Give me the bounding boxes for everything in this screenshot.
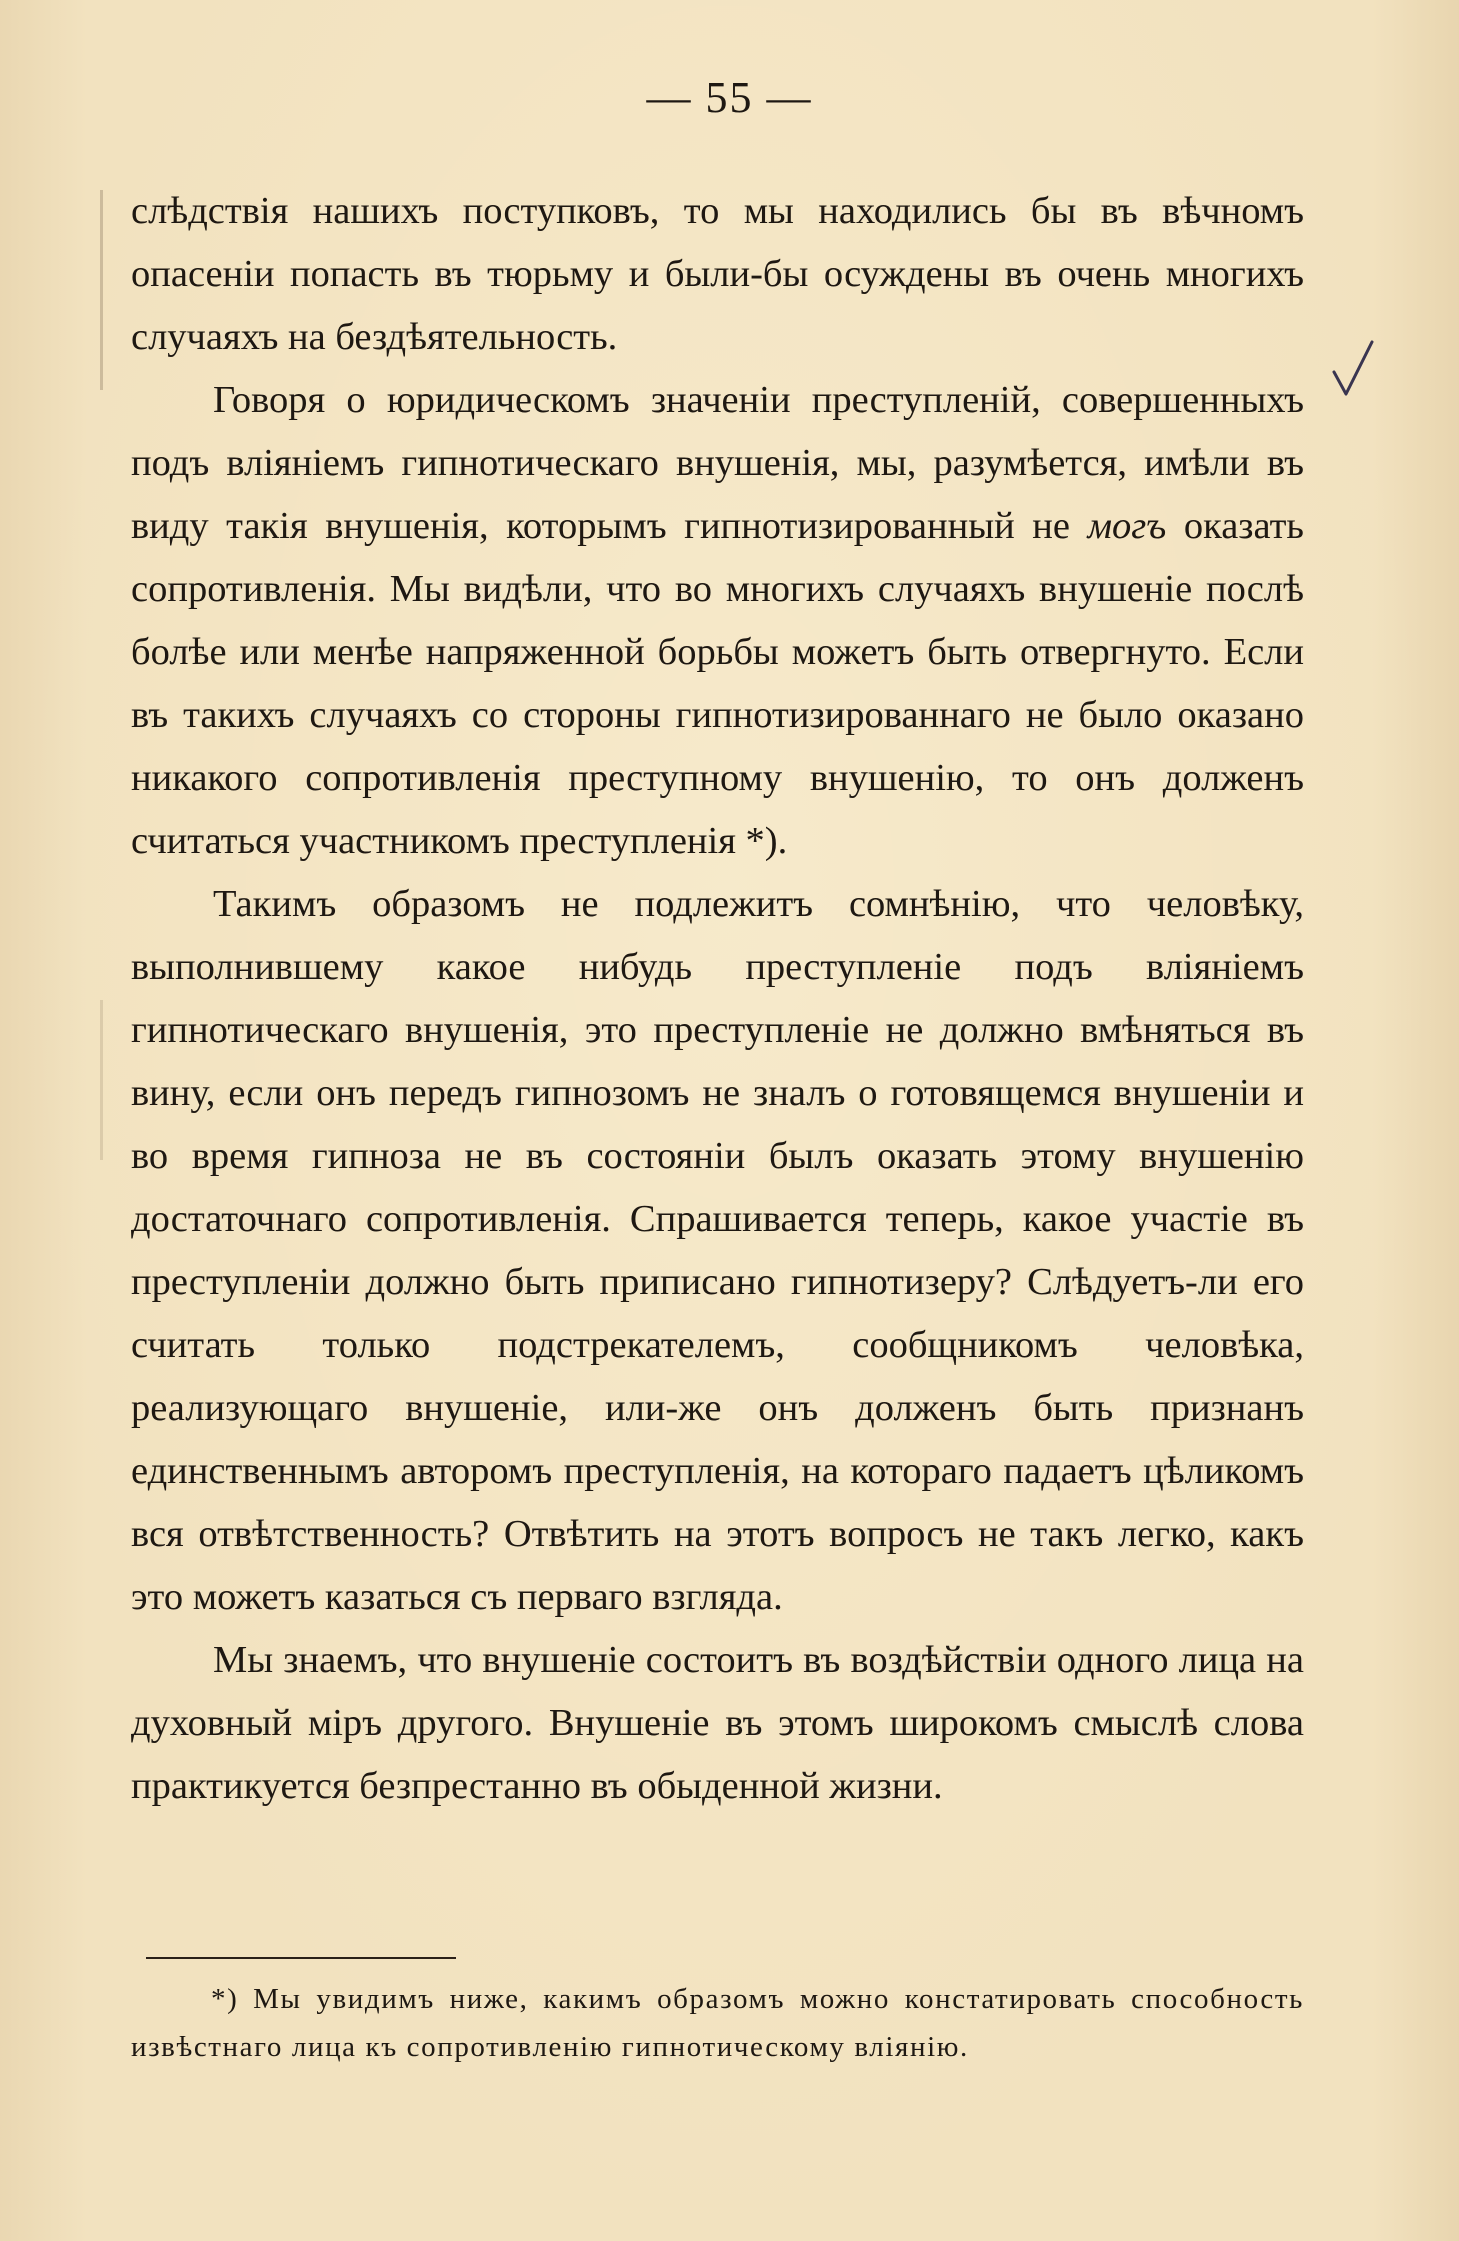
footnote-divider (146, 1957, 456, 1959)
paragraph (131, 1629, 1304, 1818)
italic-word: могъ (1087, 505, 1167, 547)
paragraph (131, 369, 1304, 873)
body-text (131, 180, 1304, 1818)
page-number: — 55 — (646, 73, 813, 122)
checkmark-icon (1330, 338, 1376, 398)
paragraph-text: слѣдствія нашихъ поступковъ, то мы находились бы въ вѣчномъ опасеніи попасть въ тюрьму и были-бы осуждены въ очень многихъ случаяхъ на бездѣятельность. (131, 190, 1304, 358)
paragraph-text: Мы знаемъ, что внушеніе состоитъ въ воздѣйствіи одного лица на духовный міръ другого. Внушеніе въ этомъ широкомъ смыслѣ слова практикуется безпрестанно въ обыденной жизни. (131, 1639, 1304, 1807)
footnote-text: *) Мы увидимъ ниже, какимъ образомъ можно констатировать способность извѣстнаго лица къ сопротивленію гипнотическому вліянію. (131, 1983, 1304, 2063)
paragraph-text: оказать сопротивленія. Мы видѣли, что во многихъ случаяхъ внушеніе послѣ болѣе или менѣе напряженной борьбы можетъ быть отвергнуто. Если въ такихъ случаяхъ со стороны гипнотизированнаго не было оказано никакого сопротивленія преступному внушенію, то онъ долженъ считаться участникомъ преступленія *). (131, 505, 1304, 862)
paragraph-text: Говоря о юридическомъ значеніи преступленій, совершенныхъ подъ вліяніемъ гипнотическаго внушенія, мы, разумѣется, имѣли въ виду такія внушенія, которымъ гипнотизированный не (131, 379, 1304, 547)
margin-stain (100, 190, 103, 390)
margin-stain (100, 1000, 103, 1160)
footnote (131, 1975, 1304, 2071)
paragraph (131, 873, 1304, 1629)
paragraph-text: Такимъ образомъ не подлежитъ сомнѣнію, что человѣку, выполнившему какое нибудь преступленіе подъ вліяніемъ гипнотическаго внушенія, это преступленіе не должно вмѣняться въ вину, если онъ передъ гипнозомъ не зналъ о готовящемся внушеніи и во время гипноза не въ состояніи былъ оказать этому внушенію достаточнаго сопротивленія. Спрашивается теперь, какое участіе въ преступленіи должно быть приписано гипнотизеру? Слѣдуетъ-ли его считать только подстрекателемъ, сообщникомъ человѣка, реализующаго внушеніе, или-же онъ долженъ быть признанъ единственнымъ авторомъ преступленія, на котораго падаетъ цѣликомъ вся отвѣтственность? Отвѣтить на этотъ вопросъ не такъ легко, какъ это можетъ казаться съ перваго взгляда. (131, 883, 1304, 1618)
paragraph (131, 180, 1304, 369)
